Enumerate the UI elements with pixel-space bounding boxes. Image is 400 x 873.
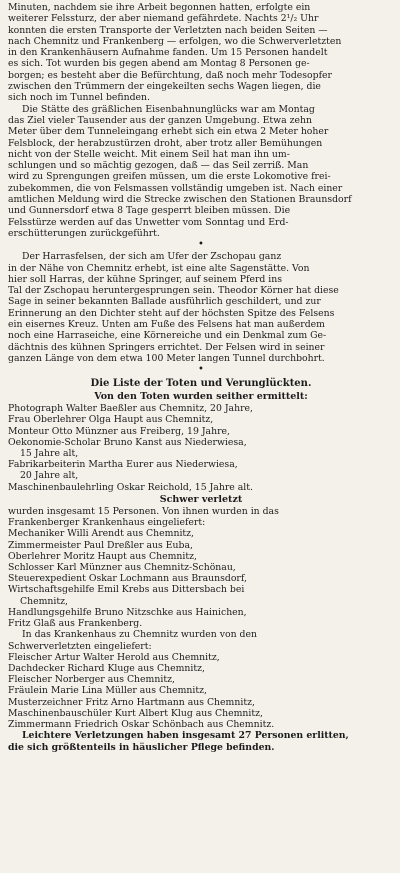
list-item: Maschinenbauschüler Kurt Albert Klug aus Chemnitz, [8,707,263,719]
dead-list [8,403,394,493]
list-item: Maschinenbaulehrling Oskar Reichold, 15 Jahre alt. [8,481,253,493]
text-line: die sich größtenteils in häuslicher Pflege befinden. [8,741,275,753]
text-line: es sich. Tot wurden bis gegen abend am Montag 8 Personen ge- [8,58,310,70]
list-item: Mechaniker Willi Arendt aus Chemnitz, [8,528,195,540]
text-line: Felsstürze werden auf das Unwetter vom Sonntag und Erd- [8,216,289,228]
text-line: zubekommen, die von Felsmassen vollständig umgeben ist. Nach einer [8,182,343,194]
list-item: Oberlehrer Moritz Haupt aus Chemnitz, [8,550,197,562]
text-line: das Ziel vieler Tausender aus der ganzen Umgebung. Etwa zehn [8,114,312,126]
text-line: Frankenberger Krankenhaus eingeliefert: [8,517,206,529]
text-line: Tal der Zschopau heruntergesprungen sein. Theodor Körner hat diese [8,285,339,297]
text-line: Meter über dem Tunneleingang erhebt sich ein etwa 2 Meter hoher [8,126,329,138]
text-line: Minuten, nachdem sie ihre Arbeit begonnen hatten, erfolgte ein [8,2,311,13]
text-line: wurden insgesamt 15 Personen. Von ihnen wurden in das [8,505,279,517]
paragraph-harrasfelsen [8,251,394,364]
text-line: Der Harrasfelsen, der sich am Ufer der Zschopau ganz [22,251,282,263]
text-line: hier soll Harras, der kühne Springer, auf seinem Pferd ins [8,273,283,285]
list-item: Oekonomie-Scholar Bruno Kanst aus Niederwiesa, [8,436,247,448]
list-item: Photograph Walter Baeßler aus Chemnitz, 20 Jahre, [8,403,253,415]
list-item: Schlosser Karl Münzner aus Chemnitz-Schönau, [8,562,236,574]
section-separator: • [198,239,204,251]
list-item: Zimmermann Friedrich Oskar Schönbach aus Chemnitz. [8,719,275,731]
text-line: weiterer Felssturz, der aber niemand gefährdete. Nachts 2¹/₂ Uhr [8,13,319,25]
text-line: in den Krankenhäusern Aufnahme fanden. Um 15 Personen handelt [8,47,328,59]
list-item: Fritz Glaß aus Frankenberg. [8,618,143,630]
paragraph-rescue [8,2,394,104]
list-item: Fabrikarbeiterin Martha Eurer aus Niederwiesa, [8,459,238,471]
text-line: zwischen den Trümmern der eingekeilten sechs Wagen liegen, die [8,81,321,93]
text-line: Sage in seiner bekannten Ballade ausführlich geschildert, und zur [8,296,321,308]
paragraph-accident-site [8,104,394,240]
list-item: Monteur Otto Münzner aus Freiberg, 19 Jahre, [8,425,230,437]
text-line: borgen; es besteht aber die Befürchtung, daß noch mehr Todesopfer [8,69,332,81]
text-line: amtlichen Meldung wird die Strecke zwischen den Stationen Braunsdorf [8,194,352,206]
list-item: Wirtschaftsgehilfe Emil Krebs aus Dittersbach bei [8,584,245,596]
text-line: In das Krankenhaus zu Chemnitz wurden von den [22,629,257,641]
text-line: Leichtere Verletzungen haben insgesamt 27 Personen erlitten, [22,730,349,742]
text-line: Felsblock, der herabzustürzen droht, aber trotz aller Bemühungen [8,137,323,149]
text-line: sich noch im Tunnel befinden. [8,92,151,104]
list-item: 15 Jahre alt, [20,448,79,460]
list-item: Fleischer Artur Walter Herold aus Chemnitz, [8,651,220,663]
closing-paragraph [8,730,394,753]
text-line: Schwerverletzten eingeliefert: [8,640,152,652]
list-item: Dachdecker Richard Kluge aus Chemnitz, [8,663,205,675]
list-title: Die Liste der Toten und Verunglückten. [90,378,312,390]
text-line: und Gunnersdorf etwa 8 Tage gesperrt bleiben müssen. Die [8,205,291,217]
text-line: ganzen Länge von dem etwa 100 Meter langen Tunnel durchbohrt. [8,352,325,364]
section-separator: • [198,364,204,376]
injured-heading: Schwer verletzt [159,493,243,505]
text-line: in der Nähe von Chemnitz erhebt, ist eine alte Sagenstätte. Von [8,262,310,274]
text-line: schlungen und so mächtig gezogen, daß — das Seil zerriß. Man [8,160,309,172]
text-line: dächtnis des kühnen Springers errichtet. Der Felsen wird in seiner [8,341,325,353]
list-item: Fleischer Norberger aus Chemnitz, [8,674,175,686]
injured-frankenberg-list [8,528,394,629]
chemnitz-intro [8,629,394,652]
list-item: Zimmermeister Paul Dreßler aus Euba, [8,539,193,551]
list-item: Frau Oberlehrer Olga Haupt aus Chemnitz, [8,414,214,426]
list-item: Musterzeichner Fritz Arno Hartmann aus Chemnitz, [8,696,255,708]
list-item: Handlungsgehilfe Bruno Nitzschke aus Hainichen, [8,606,247,618]
list-item: Chemnitz, [20,595,68,607]
list-item: Steuerexpedient Oskar Lochmann aus Braunsdorf, [8,573,247,585]
text-line: nicht von der Stelle weicht. Mit einem Seil hat man ihn um- [8,148,290,160]
text-line: wird zu Sprengungen greifen müssen, um die erste Lokomotive frei- [8,171,331,183]
dead-heading: Von den Toten wurden seither ermittelt: [94,391,308,403]
injured-intro [8,506,394,529]
text-line: Erinnerung an den Dichter steht auf der höchsten Spitze des Felsens [8,307,335,319]
text-line: ein eisernes Kreuz. Unten am Fuße des Felsens hat man außerdem [8,319,325,331]
injured-chemnitz-list [8,652,394,730]
text-line: Die Stätte des gräßlichen Eisenbahnunglücks war am Montag [22,103,315,115]
text-line: nach Chemnitz und Frankenberg — erfolgen, wo die Schwerverletzten [8,35,342,47]
list-item: 20 Jahre alt, [20,470,79,482]
text-line: konnten die ersten Transporte der Verletzten nach beiden Seiten — [8,24,328,36]
text-line: erschütterungen zurückgeführt. [8,227,160,239]
list-item: Fräulein Marie Lina Müller aus Chemnitz, [8,685,207,697]
text-line: noch eine Harraseiche, eine Körnereiche und ein Denkmal zum Ge- [8,330,327,342]
